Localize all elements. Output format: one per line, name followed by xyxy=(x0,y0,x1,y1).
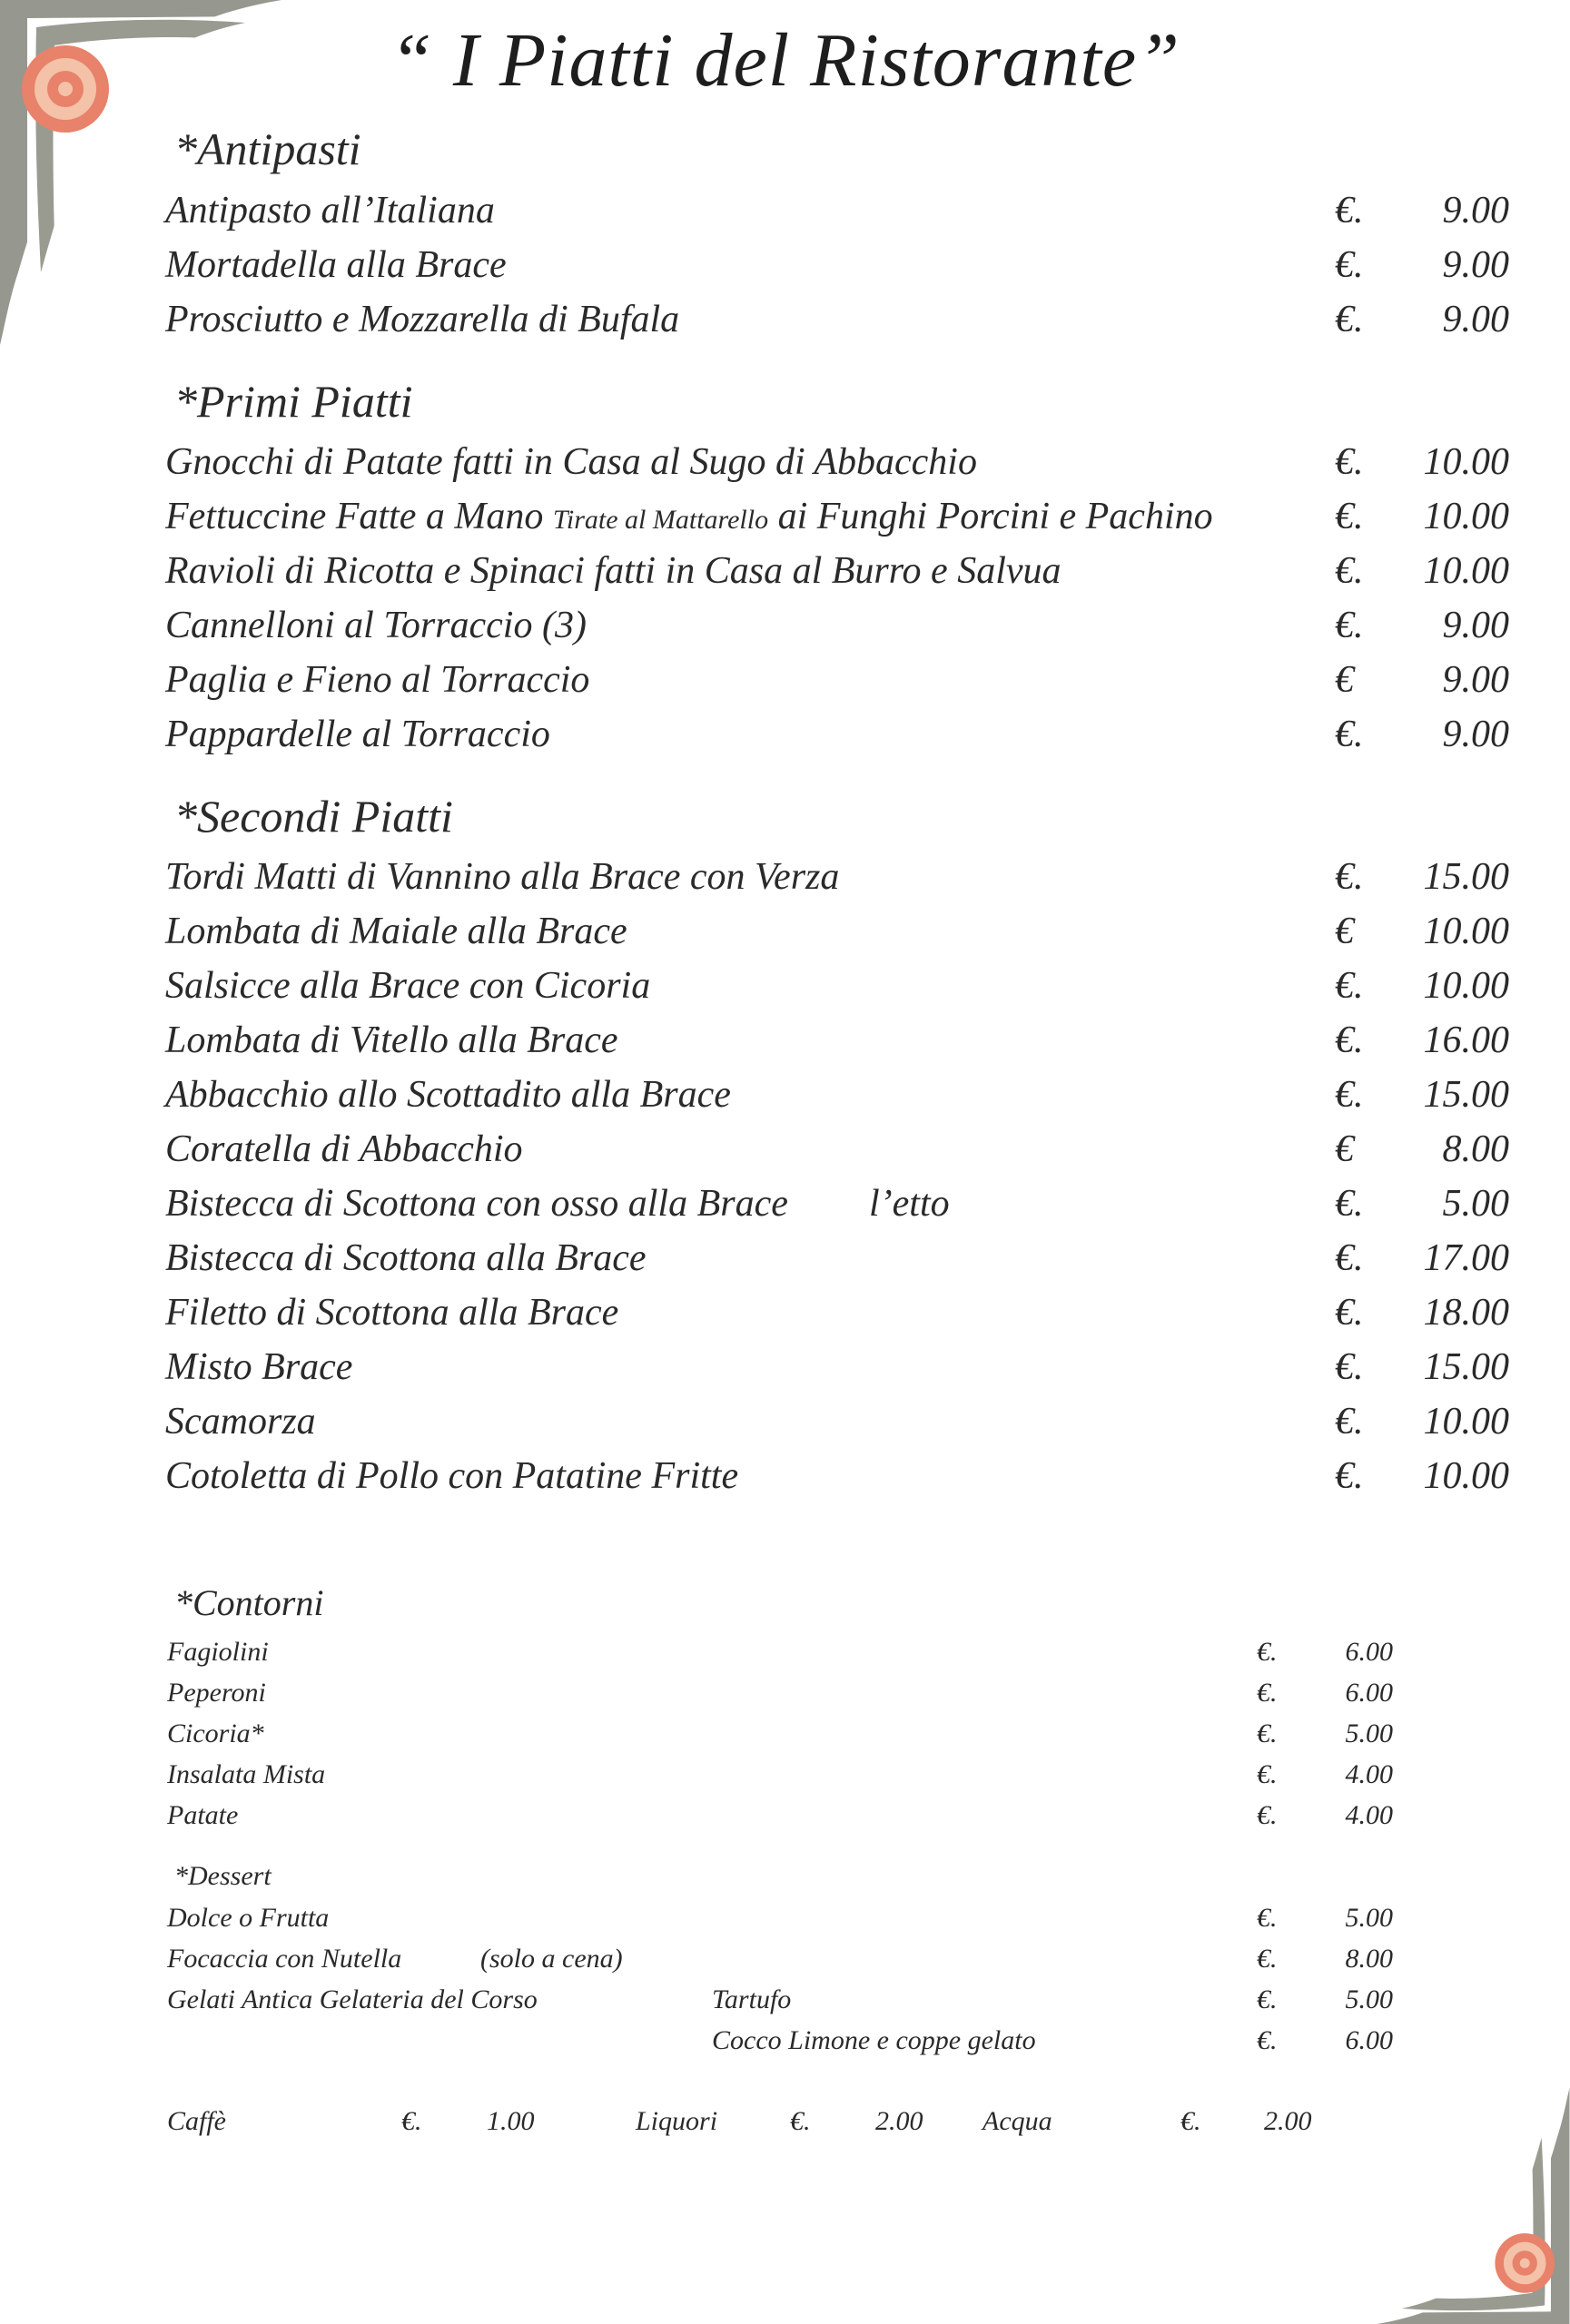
menu-item: Lombata di Maiale alla Brace € 10.00 xyxy=(165,911,1509,952)
liquori-currency: €. xyxy=(790,2106,811,2136)
menu-item: Lombata di Vitello alla Brace €. 16.00 xyxy=(165,1019,1509,1061)
menu-item: Focaccia con Nutella (solo a cena) €. 8.00 xyxy=(167,1944,1393,1974)
caffe-label: Caffè xyxy=(167,2106,226,2136)
menu-item: Salsicce alla Brace con Cicoria €. 10.00 xyxy=(165,965,1509,1007)
menu-item: Fagiolini €. 6.00 xyxy=(167,1637,1393,1667)
menu-item: Bistecca di Scottona con osso alla Brace l’etto €. 5.00 xyxy=(165,1183,1509,1225)
caffe-price: 1.00 xyxy=(487,2106,535,2136)
menu-item: Peperoni €. 6.00 xyxy=(167,1678,1393,1708)
menu-item: Cicoria* €. 5.00 xyxy=(167,1718,1393,1748)
menu-item: Fettuccine Fatte a Mano Tirate al Mattarello ai Funghi Porcini e Pachino €. 10.00 xyxy=(165,496,1509,537)
menu-item: Gnocchi di Patate fatti in Casa al Sugo di Abbacchio €. 10.00 xyxy=(165,441,1509,483)
menu-item: Antipasto all’Italiana €. 9.00 xyxy=(165,190,1509,231)
section-heading-antipasti: *Antipasti xyxy=(174,123,361,174)
section-heading-primi: *Primi Piatti xyxy=(174,376,413,427)
acqua-currency: €. xyxy=(1180,2106,1201,2136)
menu-item: Mortadella alla Brace €. 9.00 xyxy=(165,244,1509,286)
acqua-label: Acqua xyxy=(982,2106,1052,2136)
menu-item: Dolce o Frutta €. 5.00 xyxy=(167,1903,1393,1933)
menu-item: Tordi Matti di Vannino alla Brace con Verza €. 15.00 xyxy=(165,856,1509,898)
menu-item: Cotoletta di Pollo con Patatine Fritte €. 10.00 xyxy=(165,1455,1509,1497)
menu-item: Coratella di Abbacchio € 8.00 xyxy=(165,1128,1509,1170)
menu-item: Cannelloni al Torraccio (3) €. 9.00 xyxy=(165,605,1509,646)
liquori-label: Liquori xyxy=(636,2106,718,2136)
menu-item: Prosciutto e Mozzarella di Bufala €. 9.00 xyxy=(165,299,1509,340)
menu-item: Abbacchio allo Scottadito alla Brace €. 15.00 xyxy=(165,1074,1509,1116)
menu-item: Ravioli di Ricotta e Spinaci fatti in Casa al Burro e Salvua €. 10.00 xyxy=(165,550,1509,592)
footer-beverages xyxy=(167,2106,1438,2142)
menu-item: Paglia e Fieno al Torraccio € 9.00 xyxy=(165,659,1509,701)
menu-item: Patate €. 4.00 xyxy=(167,1800,1393,1830)
menu-item: Insalata Mista €. 4.00 xyxy=(167,1759,1393,1789)
section-heading-secondi: *Secondi Piatti xyxy=(174,791,453,842)
menu-item: Filetto di Scottona alla Brace €. 18.00 xyxy=(165,1292,1509,1334)
menu-item: Misto Brace €. 15.00 xyxy=(165,1346,1509,1388)
menu-item: Cocco Limone e coppe gelato €. 6.00 xyxy=(712,2025,1393,2055)
menu-title: “ I Piatti del Ristorante” xyxy=(390,18,1180,103)
acqua-price: 2.00 xyxy=(1264,2106,1312,2136)
section-heading-contorni: *Contorni xyxy=(174,1582,324,1623)
menu-item: Bistecca di Scottona alla Brace €. 17.00 xyxy=(165,1237,1509,1279)
menu-item: Gelati Antica Gelateria del Corso Tartufo €. 5.00 xyxy=(167,1984,1393,2014)
liquori-price: 2.00 xyxy=(875,2106,923,2136)
menu-item: Scamorza €. 10.00 xyxy=(165,1401,1509,1443)
caffe-currency: €. xyxy=(401,2106,422,2136)
menu-item: Pappardelle al Torraccio €. 9.00 xyxy=(165,714,1509,755)
section-heading-dessert: *Dessert xyxy=(174,1861,272,1891)
